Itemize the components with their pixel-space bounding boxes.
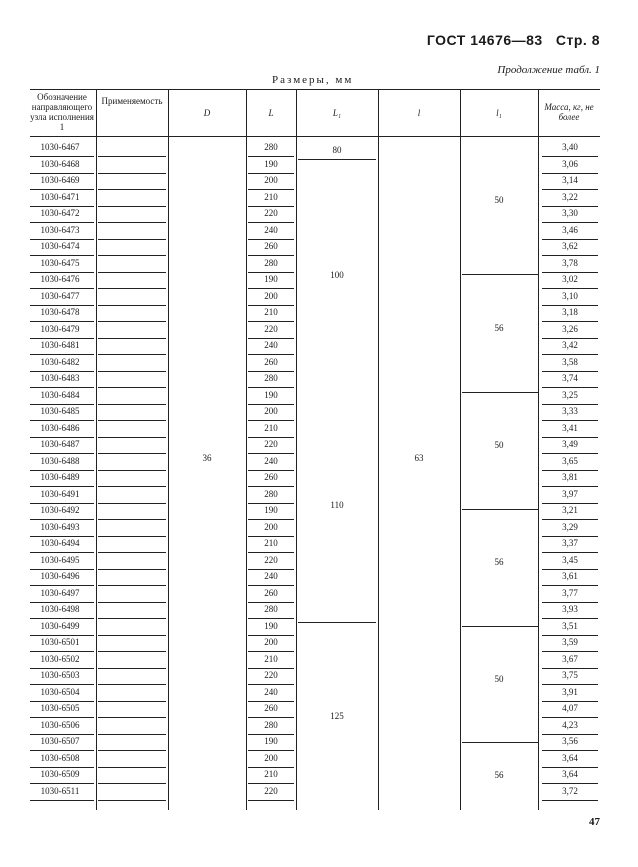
designation-code: 1030-6508 bbox=[40, 752, 80, 763]
mass-value: 3,81 bbox=[562, 472, 578, 482]
mass-value: 3,30 bbox=[562, 208, 578, 218]
L-value: 280 bbox=[264, 488, 278, 499]
designation-code: 1030-6485 bbox=[40, 406, 80, 416]
mass-value: 3,64 bbox=[562, 769, 578, 779]
designation-code: 1030-6468 bbox=[40, 158, 80, 169]
designation-code: 1030-6483 bbox=[40, 373, 80, 383]
designation-code: 1030-6482 bbox=[40, 356, 80, 367]
designation-code: 1030-6496 bbox=[40, 571, 80, 581]
col-application: Применяемость bbox=[101, 96, 163, 106]
merged-L1: 100 bbox=[330, 270, 344, 280]
merged-D: 36 bbox=[202, 453, 212, 463]
designation-code: 1030-6474 bbox=[40, 241, 80, 251]
mass-value: 3,45 bbox=[562, 554, 578, 565]
mass-value: 3,26 bbox=[562, 323, 578, 334]
mass-value: 3,33 bbox=[562, 406, 578, 416]
designation-code: 1030-6511 bbox=[40, 785, 80, 796]
designation-code: 1030-6467 bbox=[40, 142, 80, 152]
L-value: 190 bbox=[264, 620, 278, 631]
designation-code: 1030-6498 bbox=[40, 604, 80, 614]
L-value: 200 bbox=[264, 175, 278, 185]
designation-code: 1030-6469 bbox=[40, 175, 80, 185]
mass-value: 3,78 bbox=[562, 257, 578, 268]
mass-value: 3,72 bbox=[562, 785, 578, 796]
designation-code: 1030-6488 bbox=[40, 455, 80, 466]
merged-L1: 80 bbox=[332, 145, 342, 155]
mass-value: 3,61 bbox=[562, 571, 578, 581]
mass-value: 3,91 bbox=[562, 686, 578, 697]
designation-code: 1030-6507 bbox=[40, 736, 80, 746]
L-value: 220 bbox=[264, 439, 278, 449]
designation-code: 1030-6489 bbox=[40, 472, 80, 482]
L-value: 210 bbox=[264, 538, 278, 548]
dimensions-caption: Размеры, мм bbox=[272, 74, 354, 86]
designation-code: 1030-6475 bbox=[40, 257, 80, 268]
L-value: 190 bbox=[264, 505, 278, 515]
mass-value: 3,97 bbox=[562, 488, 578, 499]
designation-code: 1030-6476 bbox=[40, 274, 80, 284]
designation-code: 1030-6487 bbox=[40, 439, 80, 449]
designation-code: 1030-6503 bbox=[40, 670, 80, 680]
mass-value: 3,74 bbox=[562, 373, 578, 383]
designation-code: 1030-6477 bbox=[40, 290, 80, 301]
merged-L1: 110 bbox=[330, 500, 344, 510]
col-l1: l₁ bbox=[496, 108, 502, 118]
mass-value: 3,25 bbox=[562, 389, 578, 400]
mass-value: 3,51 bbox=[562, 620, 578, 631]
L-value: 190 bbox=[264, 736, 278, 746]
merged-l1: 50 bbox=[494, 440, 504, 450]
designation-code: 1030-6504 bbox=[40, 686, 80, 697]
L-value: 190 bbox=[264, 389, 278, 400]
mass-value: 3,67 bbox=[562, 653, 578, 664]
L-value: 210 bbox=[264, 422, 278, 433]
mass-value: 3,58 bbox=[562, 356, 578, 367]
standard-number: ГОСТ 14676—83 bbox=[426, 32, 543, 48]
mass-value: 3,37 bbox=[562, 538, 578, 548]
L-value: 240 bbox=[264, 571, 278, 581]
designation-code: 1030-6471 bbox=[40, 191, 80, 202]
col-L1: L₁ bbox=[332, 108, 342, 118]
mass-value: 3,29 bbox=[562, 521, 578, 532]
mass-value: 3,56 bbox=[562, 736, 578, 746]
designation-code: 1030-6501 bbox=[40, 637, 80, 647]
L-value: 200 bbox=[264, 406, 278, 416]
merged-l: 63 bbox=[414, 453, 424, 463]
L-value: 190 bbox=[264, 158, 278, 169]
mass-value: 3,40 bbox=[562, 142, 578, 152]
designation-code: 1030-6492 bbox=[40, 505, 80, 515]
mass-value: 3,02 bbox=[562, 274, 578, 284]
designation-code: 1030-6505 bbox=[40, 703, 80, 713]
designation-code: 1030-6472 bbox=[40, 208, 80, 218]
L-value: 280 bbox=[264, 604, 278, 614]
mass-value: 3,06 bbox=[562, 158, 578, 169]
table-continuation-note: Продолжение табл. 1 bbox=[497, 64, 600, 76]
mass-value: 3,21 bbox=[562, 505, 578, 515]
L-value: 280 bbox=[264, 373, 278, 383]
designation-code: 1030-6493 bbox=[40, 521, 80, 532]
L-value: 210 bbox=[264, 191, 278, 202]
L-value: 260 bbox=[264, 356, 278, 367]
designation-code: 1030-6479 bbox=[40, 323, 80, 334]
col-designation: Обозначение направляющего узла исполнения 1 bbox=[30, 92, 94, 132]
L-value: 220 bbox=[264, 554, 278, 565]
L-value: 200 bbox=[264, 752, 278, 763]
designation-code: 1030-6494 bbox=[40, 538, 80, 548]
mass-value: 4,07 bbox=[562, 703, 578, 713]
designation-code: 1030-6506 bbox=[40, 719, 80, 730]
L-value: 260 bbox=[264, 472, 278, 482]
L-value: 280 bbox=[264, 257, 278, 268]
col-D: D bbox=[203, 108, 211, 118]
col-l: l bbox=[417, 108, 421, 118]
col-mass: Масса, кг, не более bbox=[544, 102, 594, 122]
mass-value: 3,59 bbox=[562, 637, 578, 647]
mass-value: 3,22 bbox=[562, 191, 578, 202]
mass-value: 3,77 bbox=[562, 587, 578, 598]
designation-code: 1030-6478 bbox=[40, 307, 80, 317]
mass-value: 3,75 bbox=[562, 670, 578, 680]
L-value: 240 bbox=[264, 455, 278, 466]
merged-L1: 125 bbox=[330, 711, 344, 721]
L-value: 220 bbox=[264, 670, 278, 680]
mass-value: 3,46 bbox=[562, 224, 578, 235]
designation-code: 1030-6486 bbox=[40, 422, 80, 433]
page-number: 47 bbox=[589, 816, 600, 828]
mass-value: 3,18 bbox=[562, 307, 578, 317]
L-value: 200 bbox=[264, 521, 278, 532]
merged-l1: 50 bbox=[494, 674, 504, 684]
merged-l1: 50 bbox=[494, 195, 504, 205]
L-value: 220 bbox=[264, 323, 278, 334]
mass-value: 3,10 bbox=[562, 290, 578, 301]
L-value: 220 bbox=[264, 208, 278, 218]
L-value: 200 bbox=[264, 637, 278, 647]
L-value: 210 bbox=[264, 307, 278, 317]
designation-code: 1030-6495 bbox=[40, 554, 80, 565]
L-value: 220 bbox=[264, 785, 278, 796]
L-value: 240 bbox=[264, 340, 278, 350]
designation-code: 1030-6509 bbox=[40, 769, 80, 779]
L-value: 240 bbox=[264, 686, 278, 697]
mass-value: 3,64 bbox=[562, 752, 578, 763]
L-value: 200 bbox=[264, 290, 278, 301]
L-value: 210 bbox=[264, 769, 278, 779]
mass-value: 3,93 bbox=[562, 604, 578, 614]
designation-code: 1030-6481 bbox=[40, 340, 80, 350]
L-value: 210 bbox=[264, 653, 278, 664]
mass-value: 3,65 bbox=[562, 455, 578, 466]
designation-code: 1030-6491 bbox=[40, 488, 80, 499]
mass-value: 3,42 bbox=[562, 340, 578, 350]
L-value: 260 bbox=[264, 241, 278, 251]
designation-code: 1030-6473 bbox=[40, 224, 80, 235]
mass-value: 3,62 bbox=[562, 241, 578, 251]
merged-l1: 56 bbox=[494, 770, 504, 780]
designation-code: 1030-6484 bbox=[40, 389, 80, 400]
L-value: 260 bbox=[264, 587, 278, 598]
L-value: 260 bbox=[264, 703, 278, 713]
merged-l1: 56 bbox=[494, 323, 504, 333]
designation-code: 1030-6499 bbox=[40, 620, 80, 631]
mass-value: 3,41 bbox=[562, 422, 578, 433]
col-L: L bbox=[268, 108, 274, 118]
designation-code: 1030-6497 bbox=[40, 587, 80, 598]
mass-value: 4,23 bbox=[562, 719, 578, 730]
L-value: 280 bbox=[264, 142, 278, 152]
designation-code: 1030-6502 bbox=[40, 653, 80, 664]
L-value: 190 bbox=[264, 274, 278, 284]
mass-value: 3,14 bbox=[562, 175, 578, 185]
merged-l1: 56 bbox=[494, 557, 504, 567]
page-label: Стр. 8 bbox=[555, 32, 600, 48]
L-value: 240 bbox=[264, 224, 278, 235]
L-value: 280 bbox=[264, 719, 278, 730]
mass-value: 3,49 bbox=[562, 439, 578, 449]
